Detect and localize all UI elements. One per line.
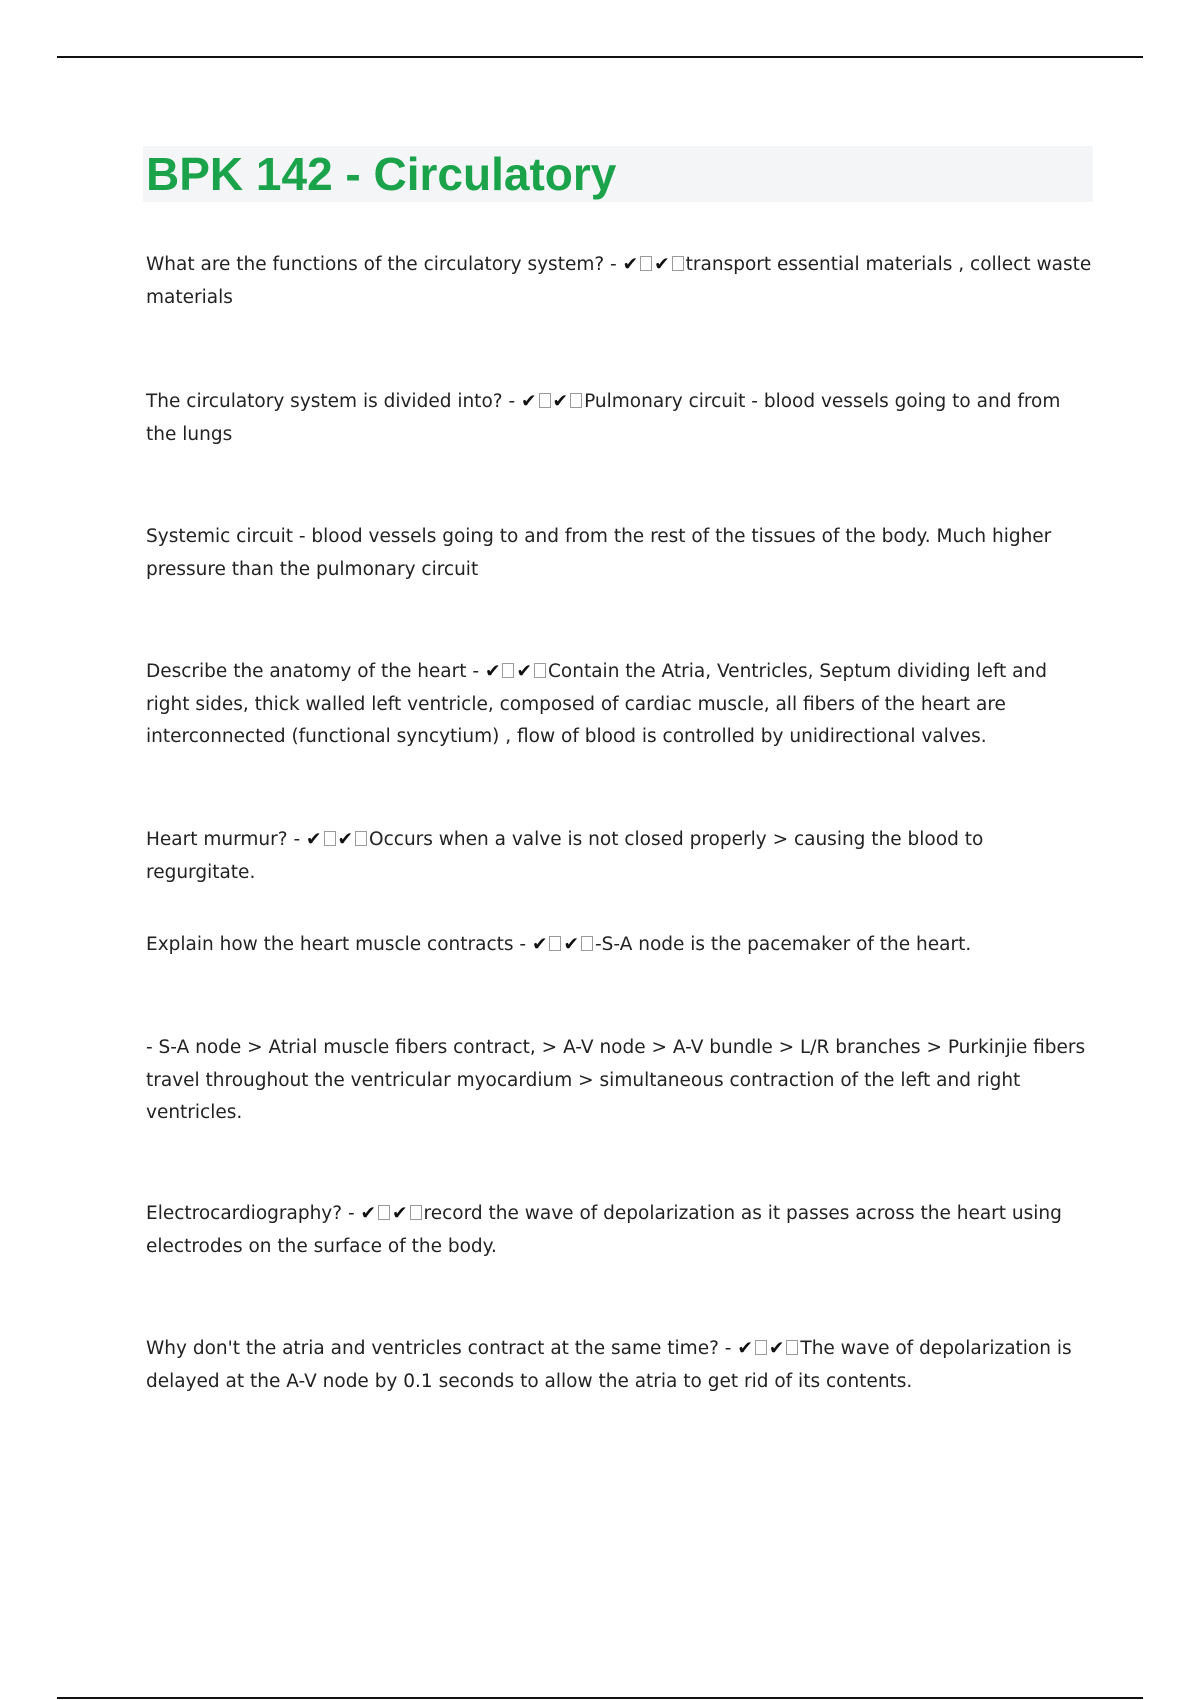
missing-glyph-icon [672,256,684,271]
flashcard-divisions [146,386,1096,451]
footer-rule [57,1697,1143,1699]
missing-glyph-icon [378,1205,390,1220]
paragraph-systemic-circuit [146,521,1096,586]
answer-marker [521,391,584,412]
question-text: What are the functions of the circulatory system? - [146,254,617,275]
answer-text: record the wave of depolarization as it passes across the heart using electrodes on the surface of the body. [146,1203,1062,1257]
answer-marker [306,829,369,850]
missing-glyph-icon [570,393,582,408]
missing-glyph-icon [539,393,551,408]
check-icon: ✔ [392,1203,408,1224]
answer-text: - S-A node > Atrial muscle fibers contract, > A-V node > A-V bundle > L/R branches > Purkinjie fibers travel throughout the ventricular myocardium > simultaneous contraction of the left and right ventricles. [146,1037,1086,1123]
check-icon: ✔ [360,1203,377,1224]
missing-glyph-icon [581,936,593,951]
missing-glyph-icon [786,1340,798,1355]
check-icon: ✔ [516,661,532,682]
check-icon: ✔ [622,254,639,275]
answer-text: Contain the Atria, Ventricles, Septum dividing left and right sides, thick walled left ventricle, composed of cardiac muscle, all fibers of the heart are interconnected (functional syncytium) , flow of blood is controlled by unidirectional valves. [146,661,1047,747]
answer-text: Systemic circuit - blood vessels going to and from the rest of the tissues of the body. Much higher pressure than the pulmonary circuit [146,526,1052,580]
answer-text: Occurs when a valve is not closed properly > causing the blood to regurgitate. [146,829,984,883]
check-icon: ✔ [552,391,569,412]
paragraph-conduction-pathway [146,1032,1096,1130]
flashcard-electrocardiography [146,1198,1096,1263]
question-text: Electrocardiography? - [146,1203,355,1224]
check-icon: ✔ [306,829,322,850]
answer-text: transport essential materials , collect waste materials [146,254,1092,308]
check-icon: ✔ [768,1338,785,1359]
answer-marker [485,661,548,682]
question-text: The circulatory system is divided into? - [146,391,516,412]
check-icon: ✔ [484,661,501,682]
answer-marker [737,1338,800,1359]
check-icon: ✔ [654,254,670,275]
missing-glyph-icon [640,256,652,271]
check-icon: ✔ [531,934,548,955]
answer-marker [623,254,686,275]
check-icon: ✔ [337,829,354,850]
flashcard-heart-murmur [146,824,1096,889]
document-title: BPK 142 - Circulatory [146,148,617,200]
question-text: Describe the anatomy of the heart - [146,661,480,682]
header-rule [57,56,1143,58]
answer-text: Pulmonary circuit - blood vessels going to and from the lungs [146,391,1061,445]
missing-glyph-icon [549,936,561,951]
check-icon: ✔ [521,391,537,412]
missing-glyph-icon [755,1340,767,1355]
question-text: Explain how the heart muscle contracts - [146,934,527,955]
question-text: Why don't the atria and ventricles contract at the same time? - [146,1338,732,1359]
missing-glyph-icon [324,831,336,846]
flashcard-functions [146,249,1096,314]
check-icon: ✔ [737,1338,753,1359]
question-text: Heart murmur? - [146,829,301,850]
answer-text: The wave of depolarization is delayed at the A-V node by 0.1 seconds to allow the atria to get rid of its contents. [146,1338,1072,1392]
flashcard-muscle-contraction [146,929,1096,962]
answer-text: -S-A node is the pacemaker of the heart. [595,934,972,955]
flashcard-heart-anatomy [146,656,1096,754]
missing-glyph-icon [355,831,367,846]
missing-glyph-icon [502,663,514,678]
answer-marker [532,934,595,955]
missing-glyph-icon [410,1205,422,1220]
missing-glyph-icon [534,663,546,678]
flashcard-av-delay [146,1333,1096,1398]
check-icon: ✔ [563,934,579,955]
answer-marker [361,1203,424,1224]
